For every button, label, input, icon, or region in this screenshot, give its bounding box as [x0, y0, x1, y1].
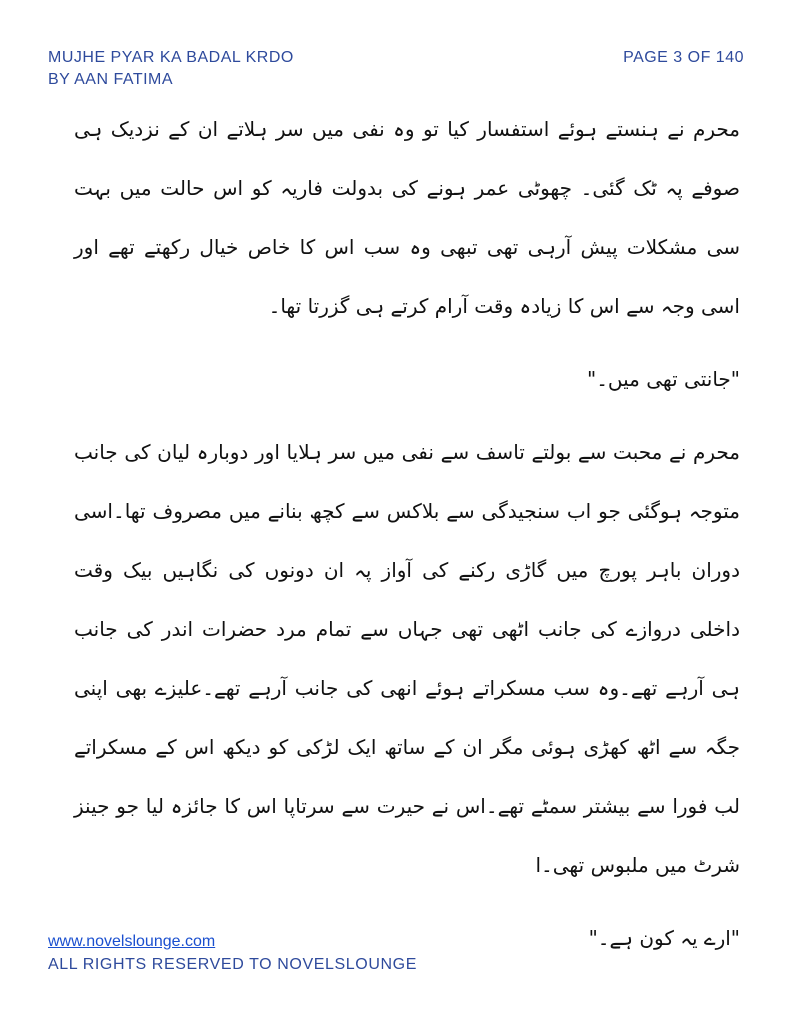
paragraph-4: "ارے یہ کون ہے۔": [588, 926, 740, 950]
novel-title: MUJHE PYAR KA BADAL KRDO: [48, 49, 294, 66]
paragraph-1: محرم نے ہنستے ہوئے استفسار کیا تو وہ نفی میں سر ہلاتے ان کے نزدیک ہی صوفے پہ ٹک گئی۔ چھوٹی عمر ہونے کی بدولت فاریہ کو اس حالت میں بہت سی مشکلات پیش آرہی تھی تبھی وہ سب اس کا خاص خیال رکھتے تھے اور اسی وجہ سے اس کا زیادہ وقت آرام کرتے ہی گزرتا تھا۔: [74, 117, 740, 318]
paragraph-2: "جانتی تھی میں۔": [587, 367, 740, 391]
document-body: [74, 100, 740, 968]
paragraph-3: محرم نے محبت سے بولتے تاسف سے نفی میں سر ہلایا اور دوبارہ لیان کی جانب متوجہ ہوگئی جو اب سنجیدگی سے بلاکس سے کچھ بنانے میں مصروف تھا۔اسی دوران باہر پورچ میں گاڑی رکنے کی آواز پہ ان دونوں کی نگاہیں بیک وقت داخلی دروازے کی جانب اٹھی تھی جہاں سے تمام مرد حضرات اندر کی جانب ہی آرہے تھے۔وہ سب مسکراتے ہوئے انھی کی جانب آرہے تھے۔علیزے بھی اپنی جگہ سے اٹھ کھڑی ہوئی مگر ان کے ساتھ ایک لڑکی کو دیکھ اس کے مسکراتے لب فورا سے بیشتر سمٹے تھے۔اس نے حیرت سے سرتاپا اس کا جائزہ لیا جو جینز شرٹ میں ملبوس تھی۔ا: [74, 440, 740, 877]
document-header: [48, 47, 294, 91]
copyright-notice: ALL RIGHTS RESERVED TO NOVELSLOUNGE: [48, 956, 417, 973]
novel-author: BY AAN FATIMA: [48, 71, 174, 88]
website-link[interactable]: www.novelslounge.com: [48, 933, 216, 950]
page-number: PAGE 3 OF 140: [623, 49, 744, 66]
